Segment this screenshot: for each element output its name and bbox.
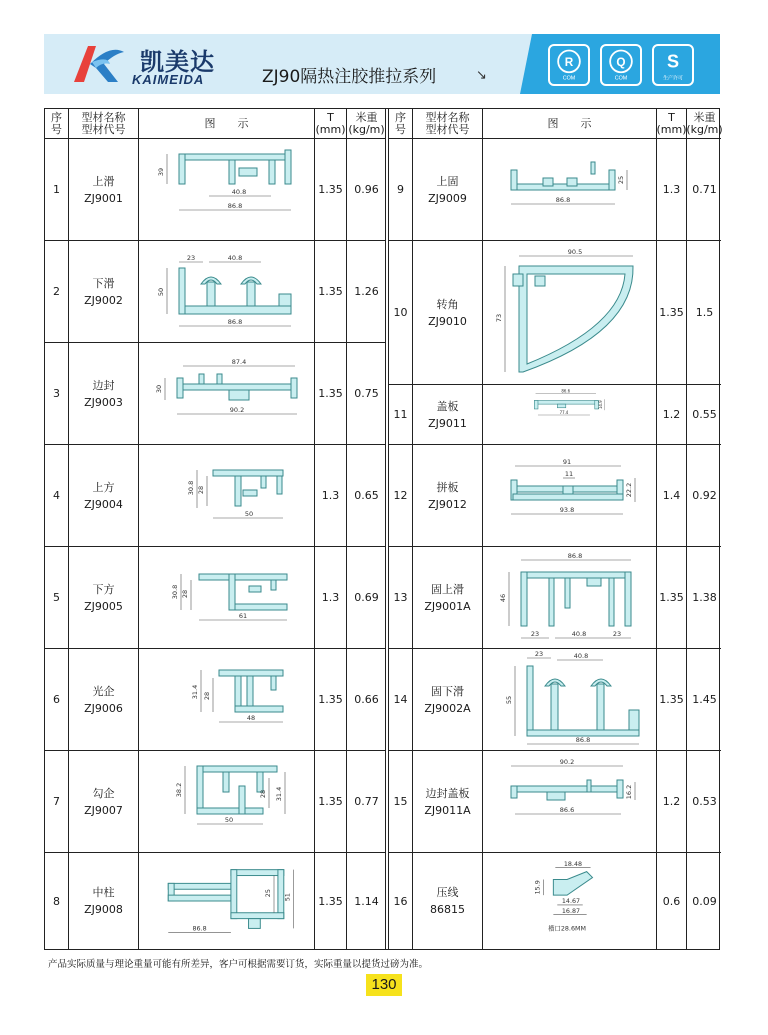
- kaimeida-logo-icon: [70, 40, 130, 86]
- profile-drawing: [483, 445, 657, 546]
- profile-table-left: [45, 109, 386, 949]
- profile-drawing: [139, 751, 315, 852]
- table-row: [389, 445, 721, 547]
- profile-name-cell: [413, 445, 483, 546]
- profile-name-cell: [69, 853, 139, 949]
- dimension-label: 40.8: [573, 651, 588, 660]
- dimension-label: 30.8: [170, 584, 179, 599]
- dimension-label: 86.8: [555, 195, 570, 204]
- row-number: 6: [45, 649, 69, 750]
- dimension-label: 39: [156, 167, 165, 176]
- thickness-value: 1.2: [657, 751, 687, 852]
- thickness-value: 1.35: [315, 853, 347, 949]
- dimension-label: 15.9: [534, 880, 542, 895]
- dimension-label: 23: [530, 629, 539, 638]
- profile-name: 固上滑: [431, 582, 464, 596]
- thickness-value: 1.35: [315, 241, 347, 342]
- profile-name: 固下滑: [431, 684, 464, 698]
- dimension-label: 23: [186, 253, 195, 262]
- profile-name-cell: [413, 751, 483, 852]
- dimension-label: 86.8: [575, 735, 590, 744]
- profile-code: ZJ9001A: [424, 599, 471, 613]
- table-row: [389, 853, 721, 949]
- dimension-label: 50: [224, 815, 233, 824]
- brand-name-en: KAIMEIDA: [132, 72, 205, 87]
- profile-name-cell: [69, 343, 139, 444]
- row-number: 5: [45, 547, 69, 648]
- dimension-label: 28: [180, 589, 189, 598]
- dimension-label: 28: [196, 485, 205, 494]
- col-name-header: 型材名称 型材代号: [413, 109, 483, 139]
- weight-value: 0.75: [354, 387, 379, 400]
- profile-drawing: [483, 385, 657, 444]
- profile-code: ZJ9007: [84, 803, 123, 817]
- profile-name-cell: [69, 241, 139, 342]
- dimension-label: 50: [156, 287, 165, 296]
- dimension-label: 86.6: [560, 388, 570, 394]
- profile-name: 光企: [92, 684, 115, 698]
- col-no-header: 序 号: [389, 109, 413, 139]
- dimension-label: 86.8: [567, 551, 582, 560]
- svg-text:生产许可: 生产许可: [663, 75, 683, 82]
- svg-text:Q: Q: [616, 55, 626, 69]
- dimension-label: 90.5: [567, 247, 582, 256]
- profile-section-drawing: [139, 446, 315, 546]
- profile-code: ZJ9006: [84, 701, 123, 715]
- profile-code: ZJ9008: [84, 903, 123, 916]
- profile-name: 拼板: [436, 480, 459, 494]
- table-row: [389, 547, 721, 649]
- profile-section-drawing: [483, 140, 657, 240]
- profile-section-drawing: [483, 242, 657, 384]
- table-row: [45, 241, 385, 343]
- profile-table-right: [388, 109, 721, 949]
- dimension-label: 40.8: [231, 187, 246, 196]
- profile-code: 86815: [430, 903, 465, 916]
- dimension-label: 11: [564, 469, 573, 478]
- profile-drawing: [139, 343, 315, 444]
- thickness-value: 1.35: [657, 649, 687, 750]
- dimension-label: 86.8: [227, 317, 242, 326]
- col-name-header: 型材名称 型材代号: [69, 109, 139, 139]
- profile-name-cell: [69, 547, 139, 648]
- profile-name-cell: [413, 139, 483, 240]
- row-number: 3: [45, 343, 69, 444]
- weight-value: 0.09: [692, 894, 717, 908]
- row-number: 4: [45, 445, 69, 546]
- weight-value: 1.5: [695, 306, 714, 319]
- profile-section-drawing: [483, 650, 657, 750]
- profile-code: ZJ9010: [428, 314, 467, 328]
- profile-code: ZJ9003: [84, 395, 123, 409]
- page-header: [0, 0, 768, 100]
- col-weight-header: 米重 (kg/m): [686, 111, 723, 136]
- profile-name-cell: [413, 547, 483, 648]
- profile-code: ZJ9002A: [424, 701, 471, 715]
- row-number: 9: [389, 139, 413, 240]
- page-number: 130: [366, 974, 402, 996]
- col-t-header: T (mm): [657, 109, 687, 139]
- profile-code: ZJ9004: [84, 497, 123, 511]
- table-row: [45, 853, 385, 949]
- profile-name-cell: [69, 649, 139, 750]
- row-number: 12: [389, 445, 413, 546]
- dimension-label: 90.2: [559, 757, 574, 766]
- row-number: 15: [389, 751, 413, 852]
- profile-code: ZJ9002: [84, 293, 123, 307]
- thickness-value: 1.35: [657, 547, 687, 648]
- svg-text:COM: COM: [562, 75, 576, 82]
- weight-value: 0.96: [354, 183, 379, 196]
- thickness-value: 1.35: [315, 751, 347, 852]
- weight-value: 0.92: [692, 489, 717, 502]
- profile-name: 下滑: [92, 276, 115, 290]
- dimension-label: 30: [154, 384, 163, 393]
- weight-value: 0.53: [692, 795, 717, 808]
- production-license-icon: [652, 44, 694, 86]
- dimension-label: 31.4: [274, 786, 283, 801]
- profile-section-drawing: [139, 548, 315, 648]
- dimension-label: 22.2: [624, 482, 633, 497]
- svg-text:COM: COM: [614, 75, 628, 82]
- weight-value: 1.14: [354, 894, 379, 908]
- profile-section-drawing: [139, 650, 315, 750]
- arrow-down-right-icon: ↘: [476, 68, 487, 83]
- profile-drawing: [483, 139, 657, 240]
- profile-drawing: [139, 547, 315, 648]
- dimension-label: 14.67: [561, 897, 580, 905]
- table-row: [389, 649, 721, 751]
- thickness-value: 1.3: [657, 139, 687, 240]
- weight-value: 0.55: [692, 408, 717, 421]
- profile-drawing: [483, 649, 657, 750]
- profile-name-cell: [413, 649, 483, 750]
- profile-name-cell: [69, 751, 139, 852]
- table-row: [389, 139, 721, 241]
- dimension-label: 30.8: [186, 480, 195, 495]
- profile-name-cell: [69, 445, 139, 546]
- svg-text:R: R: [564, 55, 574, 69]
- table-row: [45, 139, 385, 241]
- profile-section-drawing: [139, 344, 315, 444]
- profile-code: ZJ9001: [84, 191, 123, 205]
- dimension-label: 51: [284, 893, 292, 902]
- profile-section-drawing: [139, 854, 315, 948]
- profile-name: 转角: [436, 297, 459, 311]
- dimension-label: 86.8: [227, 201, 242, 210]
- dimension-label: 93.8: [559, 505, 574, 514]
- thickness-value: 1.35: [315, 139, 347, 240]
- dimension-label: 90.2: [229, 405, 244, 414]
- weight-value: 1.45: [692, 693, 717, 706]
- weight-value: 1.26: [354, 285, 379, 298]
- weight-value: 0.71: [692, 183, 717, 196]
- profile-name: 下方: [92, 582, 115, 596]
- weight-value: 0.65: [354, 489, 379, 502]
- dimension-label: 25: [264, 889, 272, 898]
- thickness-value: 1.35: [315, 343, 347, 444]
- table-row: [45, 445, 385, 547]
- thickness-value: 1.4: [657, 445, 687, 546]
- profile-section-drawing: [139, 140, 315, 240]
- table-row: [45, 751, 385, 853]
- dimension-label: 38.2: [174, 782, 183, 797]
- thickness-value: 1.35: [657, 241, 687, 384]
- profile-drawing: [483, 241, 657, 384]
- profile-name: 压线: [436, 886, 459, 899]
- dimension-label: 16.2: [624, 784, 633, 799]
- dimension-label: 50: [244, 509, 253, 518]
- weight-value: 0.66: [354, 693, 379, 706]
- profile-section-drawing: [139, 242, 315, 342]
- table-row: [45, 343, 385, 445]
- col-weight-header: 米重 (kg/m): [348, 111, 385, 136]
- dimension-label: 46: [498, 593, 507, 602]
- row-number: 1: [45, 139, 69, 240]
- dimension-label: 28: [202, 691, 211, 700]
- svg-text:S: S: [666, 51, 680, 72]
- profile-name: 勾企: [92, 786, 115, 800]
- thickness-value: 1.3: [315, 547, 347, 648]
- profile-section-drawing: [139, 752, 315, 852]
- table-header: [45, 109, 385, 139]
- thickness-value: 1.35: [315, 649, 347, 750]
- brand-name: 凯美达: [140, 48, 215, 76]
- table-row: [389, 385, 721, 445]
- profile-drawing: [139, 853, 315, 949]
- dimension-label: 槽口28.6MM: [547, 925, 586, 933]
- q-com-cert-icon: [600, 44, 642, 86]
- r-com-cert-icon: [548, 44, 590, 86]
- dimension-label: 16.87: [561, 907, 580, 915]
- series-title: ZJ90隔热注胶推拉系列: [262, 67, 437, 87]
- row-number: 7: [45, 751, 69, 852]
- dimension-label: 86.8: [191, 925, 207, 933]
- profile-drawing: [139, 139, 315, 240]
- dimension-label: 14.9: [597, 399, 603, 409]
- table-header: [389, 109, 721, 139]
- table-row: [389, 241, 721, 385]
- dimension-label: 77.4: [559, 409, 568, 415]
- col-figure-header: 图 示: [483, 109, 657, 139]
- profile-section-drawing: [483, 752, 657, 852]
- dimension-label: 31.4: [190, 684, 199, 699]
- profile-name: 上固: [436, 174, 459, 188]
- profile-drawing: [483, 853, 657, 949]
- col-no-header: 序 号: [45, 109, 69, 139]
- col-figure-header: 图 示: [139, 109, 315, 139]
- profile-code: ZJ9009: [428, 191, 467, 205]
- weight-value: 1.38: [692, 591, 717, 604]
- profile-name: 边封: [92, 378, 115, 392]
- profile-code: ZJ9011: [428, 416, 467, 430]
- row-number: 10: [389, 241, 413, 384]
- dimension-label: 73: [494, 313, 503, 322]
- weight-value: 0.69: [354, 591, 379, 604]
- row-number: 8: [45, 853, 69, 949]
- profile-code: ZJ9012: [428, 497, 467, 511]
- dimension-label: 28: [258, 789, 267, 798]
- dimension-label: 25: [616, 175, 625, 184]
- profile-drawing: [139, 241, 315, 342]
- profile-name-cell: [413, 241, 483, 384]
- profile-drawing: [139, 445, 315, 546]
- row-number: 16: [389, 853, 413, 949]
- profile-name: 盖板: [436, 399, 459, 413]
- profile-name: 边封盖板: [425, 786, 470, 800]
- row-number: 11: [389, 385, 413, 444]
- profile-table: [44, 108, 723, 950]
- profile-section-drawing: [483, 548, 657, 648]
- row-number: 2: [45, 241, 69, 342]
- thickness-value: 0.6: [657, 853, 687, 949]
- table-row: [45, 547, 385, 649]
- dimension-label: 87.4: [231, 357, 246, 366]
- profile-code: ZJ9005: [84, 599, 123, 613]
- profile-name-cell: [413, 385, 483, 444]
- dimension-label: 40.8: [571, 629, 586, 638]
- weight-value: 0.77: [354, 795, 379, 808]
- table-row: [45, 649, 385, 751]
- table-row: [389, 751, 721, 853]
- dimension-label: 18.48: [563, 860, 582, 868]
- dimension-label: 86.6: [559, 805, 574, 814]
- profile-name-cell: [413, 853, 483, 949]
- row-number: 13: [389, 547, 413, 648]
- thickness-value: 1.3: [315, 445, 347, 546]
- dimension-label: 48: [246, 713, 255, 722]
- dimension-label: 23: [612, 629, 621, 638]
- profile-section-drawing: [483, 854, 657, 948]
- col-t-header: T (mm): [315, 109, 347, 139]
- thickness-value: 1.2: [657, 385, 687, 444]
- profile-name: 中柱: [92, 886, 115, 899]
- profile-code: ZJ9011A: [424, 803, 471, 817]
- profile-name: 上方: [92, 480, 115, 494]
- footer-note: 产品实际质量与理论重量可能有所差异，客户可根据需要订货，实际重量以提货过磅为准。: [48, 959, 429, 970]
- profile-drawing: [483, 547, 657, 648]
- profile-name-cell: [69, 139, 139, 240]
- profile-drawing: [483, 751, 657, 852]
- dimension-label: 91: [562, 457, 571, 466]
- dimension-label: 40.8: [227, 253, 242, 262]
- profile-drawing: [139, 649, 315, 750]
- profile-section-drawing: [483, 446, 657, 546]
- dimension-label: 61: [238, 611, 247, 620]
- profile-section-drawing: [483, 386, 657, 444]
- profile-name: 上滑: [92, 174, 115, 188]
- dimension-label: 55: [504, 695, 513, 704]
- row-number: 14: [389, 649, 413, 750]
- dimension-label: 23: [534, 649, 543, 658]
